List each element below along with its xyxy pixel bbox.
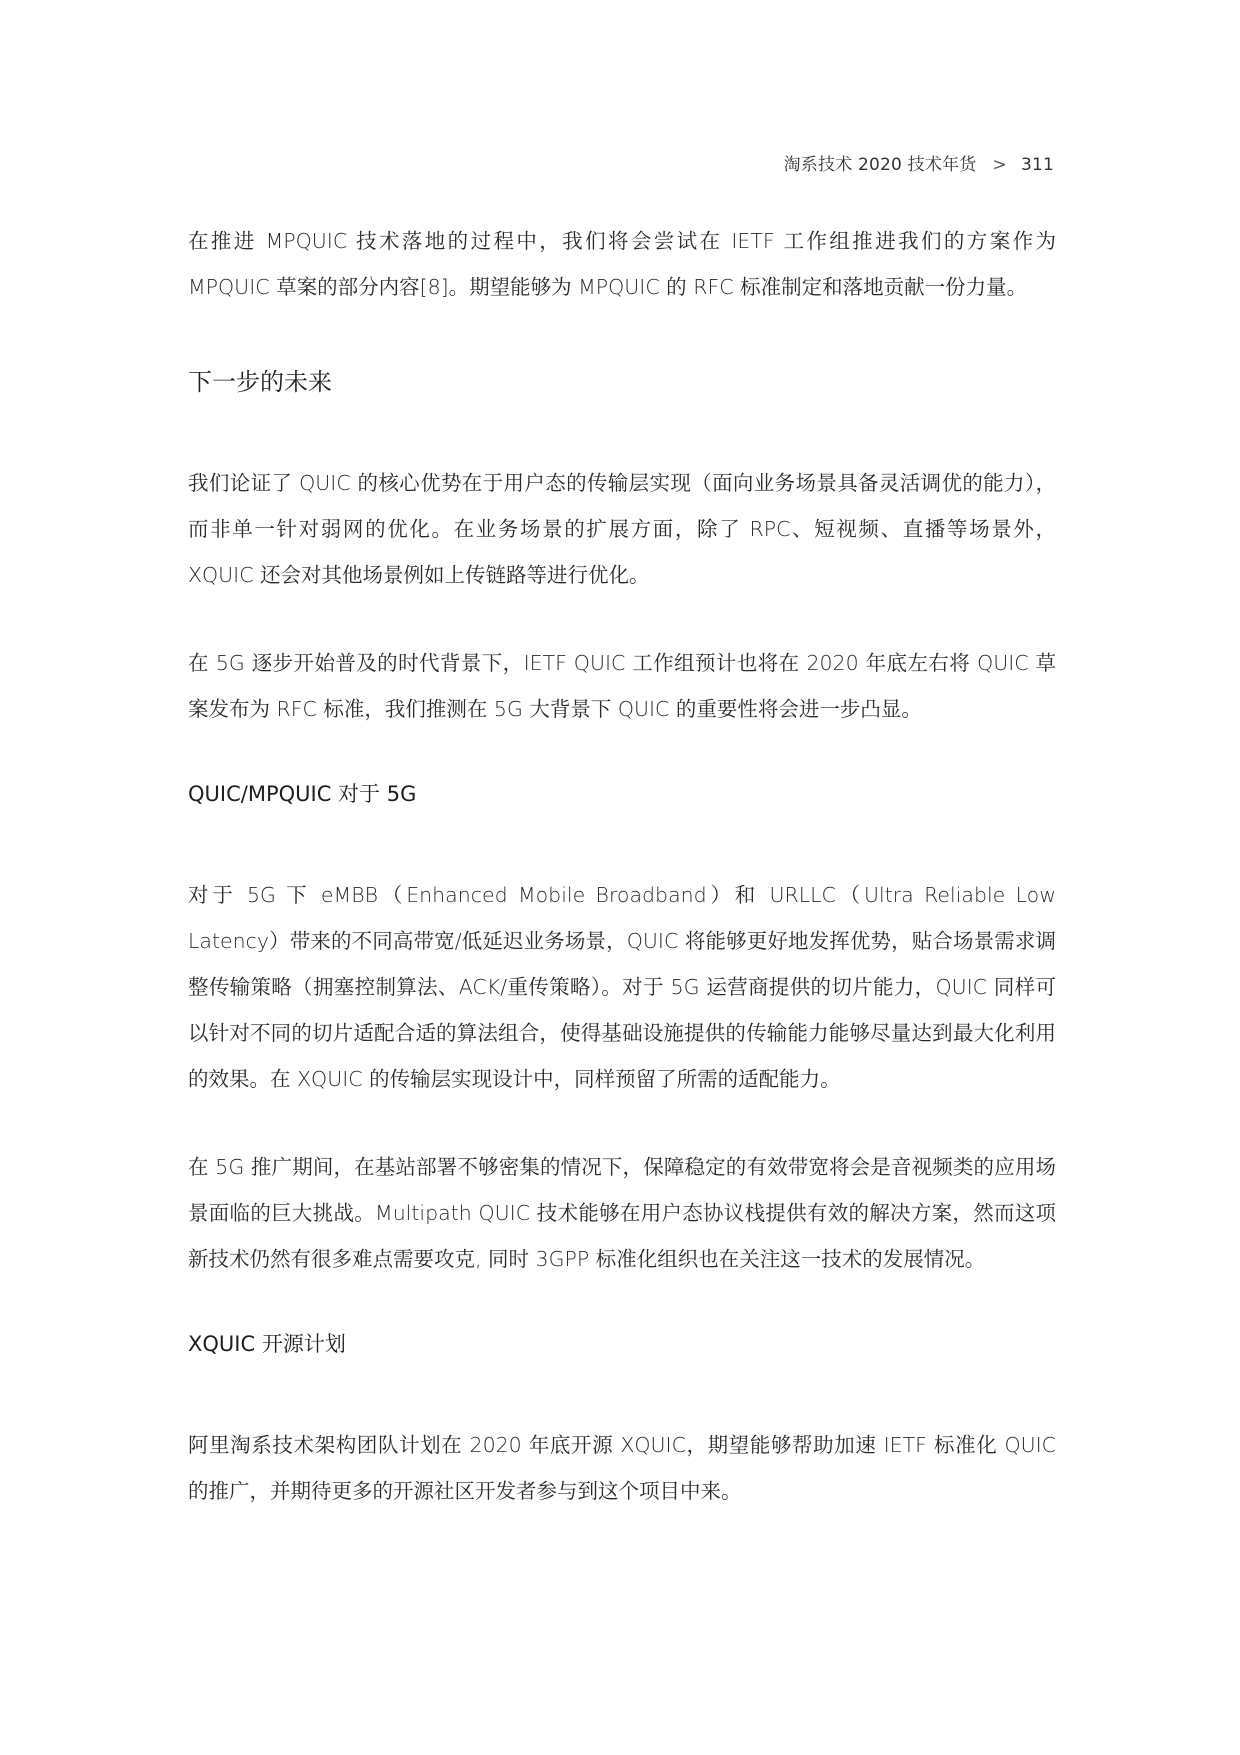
paragraph-open-source-plan: 阿里淘系技术架构团队计划在 2020 年底开源 XQUIC，期望能够帮助加速 IETF 标准化 QUIC 的推广，并期待更多的开源社区开发者参与到这个项目中来。 (188, 1433, 1056, 1503)
spacer (188, 1364, 1056, 1422)
paragraph-multipath: 在 5G 推广期间，在基站部署不够密集的情况下，保障稳定的有效带宽将会是音视频类的应用场景面临的巨大挑战。Multipath QUIC 技术能够在用户态协议栈提供有效的解决方案，然而这项新技术仍然有很多难点需要攻克, 同时 3GPP 标准化组织也在关注这一技术的发展情况。 (188, 1155, 1056, 1271)
spacer (188, 402, 1056, 460)
running-header (784, 150, 1054, 175)
page-number: 311 (1020, 155, 1054, 175)
paragraph-5g-background: 在 5G 逐步开始普及的时代背景下，IETF QUIC 工作组预计也将在 2020 年底左右将 QUIC 草案发布为 RFC 标准，我们推测在 5G 大背景下 QUIC 的重要性将会进一步凸显。 (188, 651, 1056, 721)
section-heading-next-steps: 下一步的未来 (188, 368, 332, 396)
main-content (188, 218, 1056, 1514)
subsection-heading-open-source: XQUIC 开源计划 (188, 1332, 346, 1356)
book-title: 淘系技术 2020 技术年货 (783, 155, 977, 175)
paragraph-quic-advantage: 我们论证了 QUIC 的核心优势在于用户态的传输层实现（面向业务场景具备灵活调优的能力），而非单一针对弱网的优化。在业务场景的扩展方面，除了 RPC、短视频、直播等场景外，XQUIC 还会对其他场景例如上传链路等进行优化。 (188, 471, 1056, 587)
spacer (188, 814, 1056, 872)
paragraph-mpquic-draft: 在推进 MPQUIC 技术落地的过程中，我们将会尝试在 IETF 工作组推进我们的方案作为 MPQUIC 草案的部分内容[8]。期望能够为 MPQUIC 的 RFC 标准制定和落地贡献一份力量。 (188, 229, 1056, 299)
header-separator: > (992, 155, 1007, 175)
spacer (188, 1102, 1056, 1144)
spacer (188, 732, 1056, 774)
paragraph-embb-urllc: 对于 5G 下 eMBB（Enhanced Mobile Broadband）和 URLLC（Ultra Reliable Low Latency）带来的不同高带宽/低延迟业务场景，QUIC 将能够更好地发挥优势，贴合场景需求调整传输策略（拥塞控制算法、ACK/重传策略）。对于 5G 运营商提供的切片能力，QUIC 同样可以针对不同的切片适配合适的算法组合，使得基础设施提供的传输能力能够尽量达到最大化利用的效果。在 XQUIC 的传输层实现设计中，同样预留了所需的适配能力。 (188, 883, 1056, 1091)
spacer (188, 598, 1056, 640)
spacer (188, 310, 1056, 362)
subsection-heading-5g: QUIC/MPQUIC 对于 5G (188, 782, 417, 806)
spacer (188, 1282, 1056, 1324)
